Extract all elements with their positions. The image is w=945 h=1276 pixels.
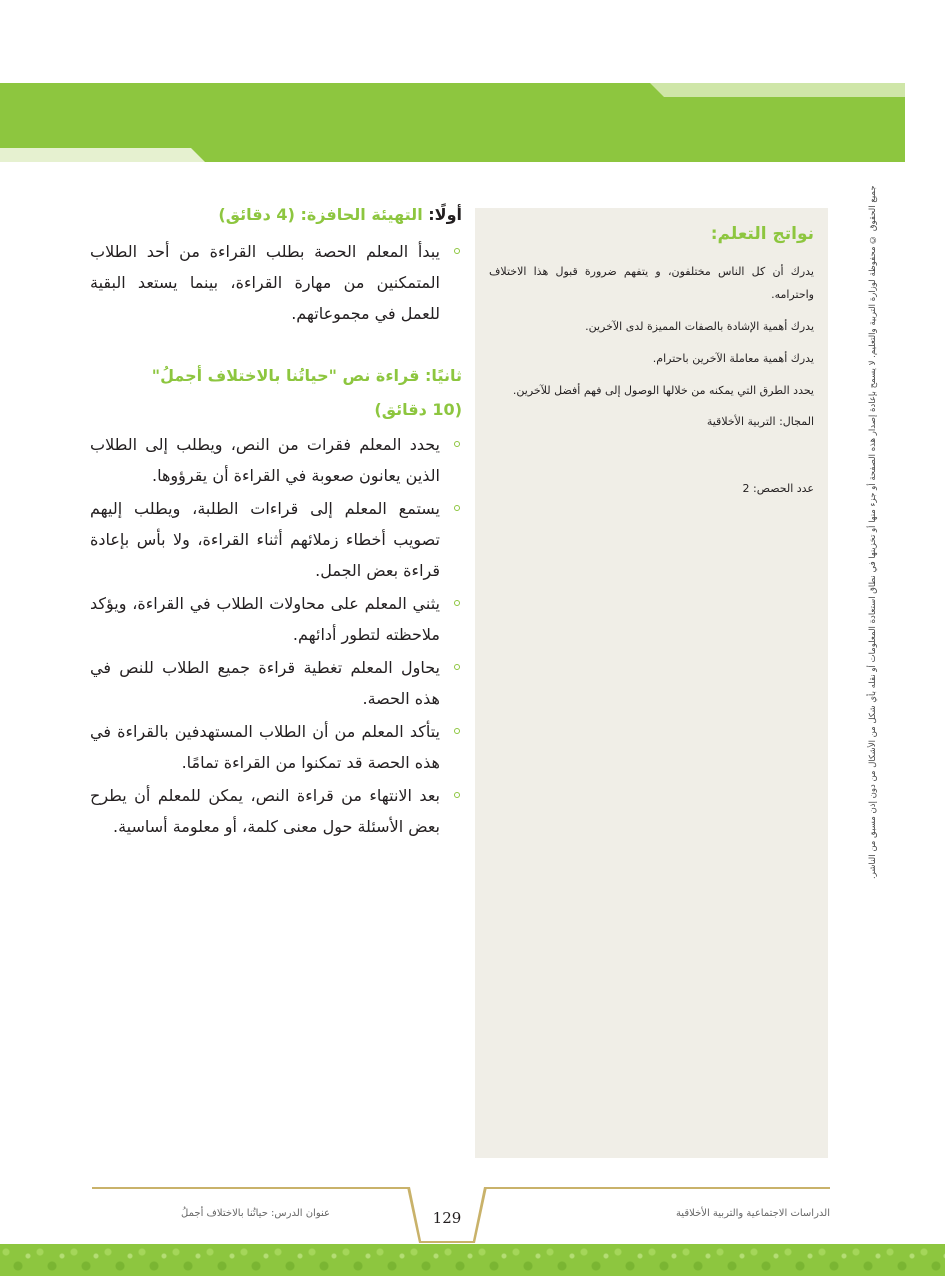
learning-outcomes-title: نواتج التعلم:	[710, 224, 814, 244]
domain-line: المجال: التربية الأخلاقية	[706, 415, 814, 428]
learning-outcome: يدرك أن كل الناس مختلفون، و يتفهم ضرورة قبول هذا الاختلاف واحترامه.	[489, 265, 814, 301]
list-item: يثني المعلم على محاولات الطلاب في القراءة، ويؤكد ملاحظته لتطور أدائهم.	[90, 588, 462, 650]
bullet-icon	[454, 505, 460, 511]
section-number: أولًا:	[428, 205, 462, 224]
list-item: بعد الانتهاء من قراءة النص، يمكن للمعلم أن يطرح بعض الأسئلة حول معنى كلمة، أو معلومة أساسية.	[90, 780, 462, 842]
section-heading-warmup	[90, 200, 462, 230]
list-item: يحاول المعلم تغطية قراءة جميع الطلاب للنص في هذه الحصة.	[90, 652, 462, 714]
learning-outcome: يدرك أهمية معاملة الآخرين باحترام.	[652, 352, 814, 365]
learning-outcome: يحدد الطرق التي يمكنه من خلالها الوصول إلى فهم أفضل للآخرين.	[512, 384, 814, 397]
footer-rule	[92, 1187, 408, 1189]
header-banner-accent-lower	[0, 148, 205, 162]
bullet-icon	[454, 728, 460, 734]
lesson-procedure	[90, 200, 462, 844]
footer-lesson-title: عنوان الدرس: حياتُنا بالاختلاف أجملُ	[181, 1208, 330, 1219]
reading-steps	[90, 429, 462, 842]
learning-outcomes-box	[475, 208, 828, 1158]
list-item: يحدد المعلم فقرات من النص، ويطلب إلى الطلاب الذين يعانون صعوبة في القراءة أن يقرؤوها.	[90, 429, 462, 491]
bullet-icon	[454, 600, 460, 606]
copyright-side-note: جميع الحقوق © محفوظة لوزارة التربية والتعليم. لا يسمح بإعادة إصدار هذه الصفحة أو جزء منها أو تخزينها في نطاق استعادة المعلومات أو نقله بأي شكل من الأشكال من دون إذن مسبق من الناشر.	[868, 185, 878, 879]
footer-rule	[485, 1187, 830, 1189]
footer-pattern-band	[0, 1244, 945, 1276]
list-item: يبدأ المعلم الحصة بطلب القراءة من أحد الطلاب المتمكنين من مهارة القراءة، بينما يستعد البقية للعمل في مجموعاتهم.	[90, 236, 462, 329]
header-banner-accent	[650, 83, 905, 97]
section-title: قراءة نص "حياتُنا بالاختلاف أجملُ"	[151, 366, 420, 385]
bullet-icon	[454, 248, 460, 254]
warmup-steps	[90, 236, 462, 329]
section-duration: (10 دقائق)	[374, 400, 462, 419]
sessions-count: عدد الحصص: 2	[742, 482, 814, 495]
list-item: يستمع المعلم إلى قراءات الطلبة، ويطلب إليهم تصويب أخطاء زملائهم أثناء القراءة، ولا بأس بإعادة قراءة بعض الجمل.	[90, 493, 462, 586]
section-number: ثانيًا:	[425, 366, 462, 385]
bullet-icon	[454, 792, 460, 798]
bullet-icon	[454, 441, 460, 447]
section-title: التهيئة الحافزة: (4 دقائق)	[218, 205, 423, 224]
learning-outcome: يدرك أهمية الإشادة بالصفات المميزة لدى الآخرين.	[585, 320, 814, 333]
list-item: يتأكد المعلم من أن الطلاب المستهدفين بالقراءة في هذه الحصة قد تمكنوا من القراءة تمامًا.	[90, 716, 462, 778]
section-heading-reading	[90, 361, 462, 391]
bullet-icon	[454, 664, 460, 670]
footer-subject: الدراسات الاجتماعية والتربية الأخلاقية	[675, 1208, 830, 1219]
page-number: 129	[432, 1209, 462, 1227]
